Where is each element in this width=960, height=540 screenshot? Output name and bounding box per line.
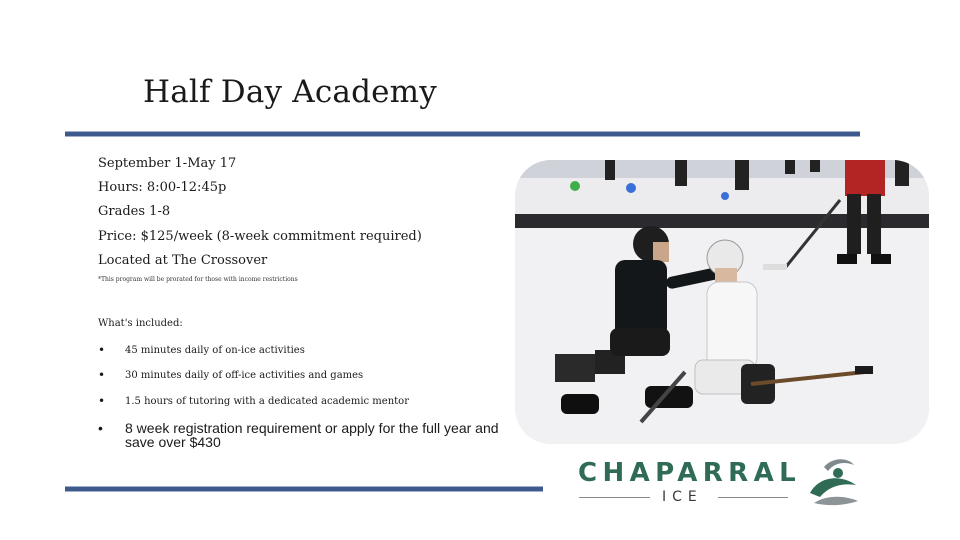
top-divider [65, 131, 860, 137]
list-item-text: 30 minutes daily of off-ice activities and games [125, 370, 364, 381]
list-item [98, 369, 525, 382]
bullet-icon: • [98, 368, 106, 382]
list-item [98, 421, 525, 449]
detail-price: Price: $125/week (8-week commitment required) [98, 228, 422, 244]
bottom-divider [65, 486, 543, 492]
hockey-photo [515, 160, 929, 444]
logo-name: CHAPARRAL [578, 458, 802, 488]
skater-swoosh-icon [804, 455, 862, 511]
slide-title: Half Day Academy [143, 74, 437, 110]
hockey-photo-illustration [515, 160, 929, 444]
list-item [98, 344, 525, 357]
included-heading: What's included: [98, 318, 183, 329]
program-details [98, 152, 422, 273]
detail-grades: Grades 1-8 [98, 204, 171, 220]
list-item [98, 395, 525, 408]
list-item-text: 1.5 hours of tutoring with a dedicated academic mentor [125, 396, 409, 407]
chaparral-ice-logo [576, 455, 866, 511]
detail-dates: September 1-May 17 [98, 156, 237, 171]
bullet-icon: • [98, 343, 106, 357]
list-item-text: 8 week registration requirement or apply for the full year and save over $430 [125, 420, 499, 450]
detail-hours: Hours: 8:00-12:45p [98, 180, 227, 196]
bullet-icon: • [98, 420, 103, 436]
logo-divider-right [718, 497, 788, 498]
list-item-text: 45 minutes daily of on-ice activities [125, 345, 305, 356]
logo-sub-text: ICE [662, 489, 703, 505]
proration-note: *This program will be prorated for those with income restrictions [98, 276, 298, 283]
bullet-icon: • [98, 394, 106, 408]
logo-divider-left [579, 497, 650, 498]
detail-location: Located at The Crossover [98, 252, 268, 268]
logo-subline [576, 489, 791, 507]
